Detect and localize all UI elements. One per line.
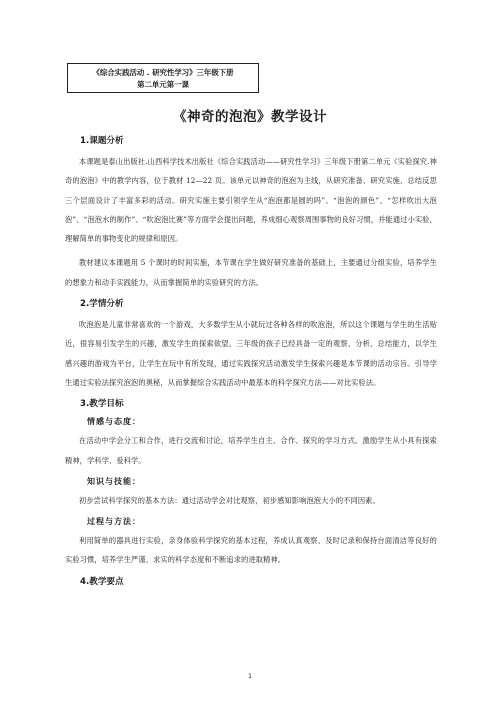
document-body — [65, 134, 437, 593]
section-heading-analysis: 1.课题分析 — [80, 136, 124, 146]
course-info-box — [67, 63, 259, 93]
document-title: 《神奇的泡泡》教学设计 — [173, 109, 327, 125]
paragraph: 本课题是泰山出版社.山西科学技术出版社《综合实践活动——研究性学习》三年级下册第二单元《实验探究.神奇的泡泡》中的教学内容，位于教材 12—22 页。该单元以神奇的泡泡为主线，从研究准备、研究实施、总结反思三个层面设计了丰富多彩的活动。研究实施主要引领学生从“泡泡都是圆的吗”、“泡泡的颜色”、“怎样吹出大泡泡”、“泡泡水的制作”、“吹泡泡比赛”等方面学会提出问题，养成细心观察周围事物的良好习惯，并能通过小实验，理解简单的事物变化的规律和原因。 — [65, 157, 437, 244]
paragraph: 初步尝试科学探究的基本方法：通过活动学会对比观察，初步感知影响泡泡大小的不同因素。 — [79, 495, 380, 505]
paragraph: 在活动中学会分工和合作，进行交流和讨论，培养学生自主、合作、探究的学习方式。激励学生从小具有探索精神，学科学、爱科学。 — [65, 436, 437, 465]
course-info-line-2: 第二单元第一课 — [137, 80, 189, 89]
section-heading-goals: 3.教学目标 — [80, 399, 124, 410]
section-heading-learner: 2.学情分析 — [80, 299, 124, 310]
course-info-line-1: 《综合实践活动 . 研究性学习》三年级下册 — [92, 68, 234, 77]
subheading-process: 过程与方法： — [87, 517, 141, 527]
subheading-skills: 知识与技能： — [87, 476, 141, 486]
section-heading-key-points: 4.教学要点 — [80, 576, 124, 587]
subheading-attitude: 情感与态度： — [87, 417, 141, 427]
paragraph: 吹泡泡是儿童非常喜欢的一个游戏，大多数学生从小就玩过各种各样的吹泡泡，所以这个课题与学生的生活贴近，很容易引发学生的兴趣，激发学生的探索欲望。三年级的孩子已经具备一定的观察、分析、总结能力，以学生感兴趣的游戏为平台，让学生在玩中有所发现，通过实践探究活动激发学生探索兴趣是本节课的活动宗旨。引导学生通过实验法探究泡泡的奥秘，从而掌握综合实践活动中最基本的科学探究方法——对比实验法。 — [65, 320, 437, 387]
page-number: 1 — [248, 673, 252, 680]
paragraph: 教材建议本课题用 5 个课时的时间实施，本节课在学生做好研究准备的基础上，主要通过分组实验，培养学生的想象力和动手实践能力，从而掌握简单的实验研究的方法。 — [65, 258, 437, 287]
paragraph: 利用简单的器具进行实验，亲身体验科学探究的基本过程，养成认真观察、及时记录和保持台面清洁等良好的实验习惯，培养学生严谨、求实的科学态度和不断追求的进取精神。 — [65, 536, 437, 565]
